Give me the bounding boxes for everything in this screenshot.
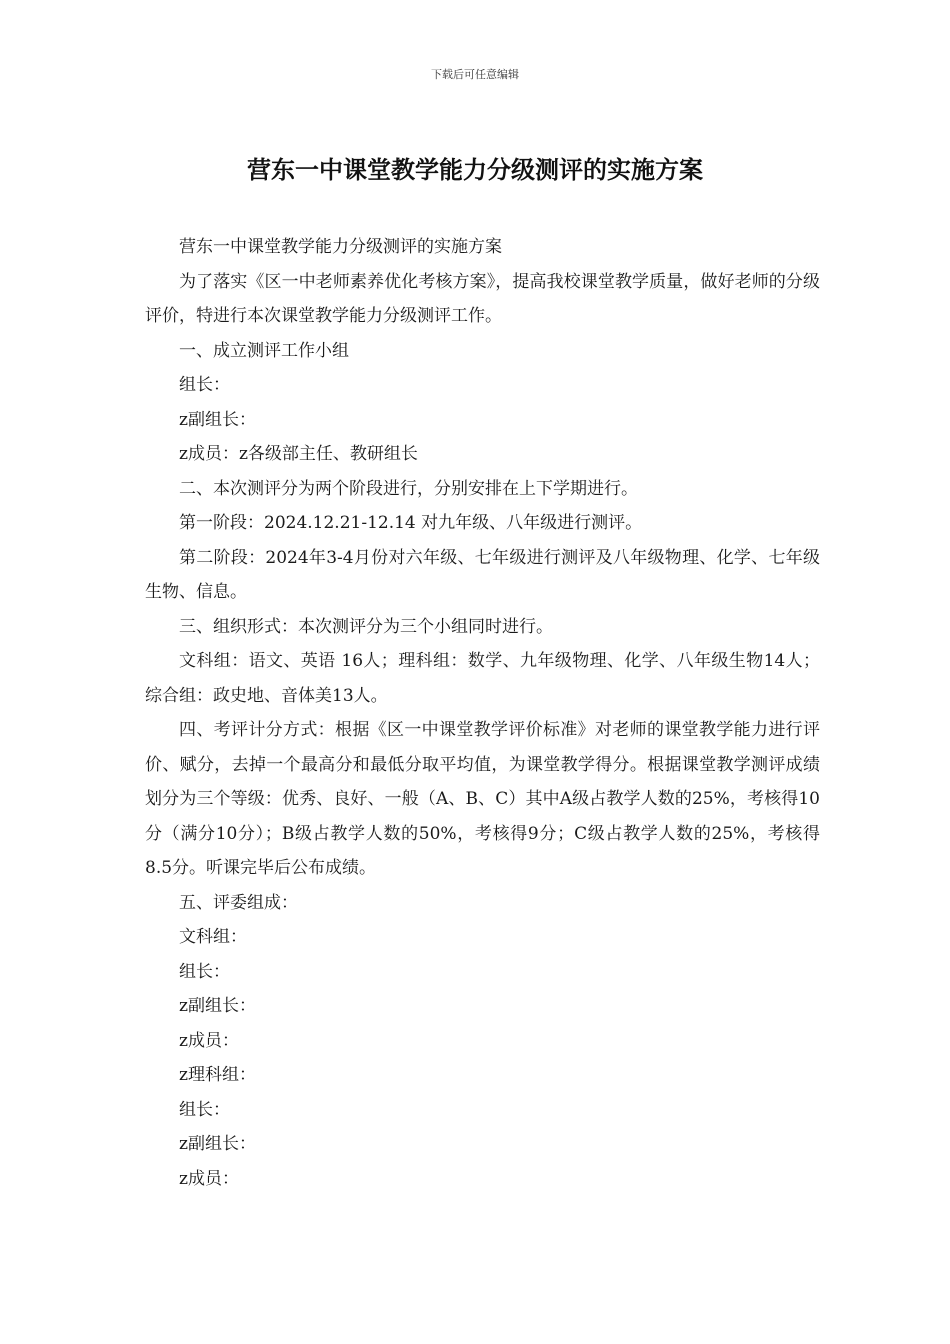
paragraph: z成员： [179,1030,239,1051]
document-body [145,230,820,1196]
section-heading: 五、评委组成： [179,892,298,913]
paragraph: 第二阶段：2024年3-4月份对六年级、七年级进行测评及八年级物理、化学、七年级生物、信息。 [145,547,820,602]
page-header-note: 下载后可任意编辑 [431,68,519,81]
document-title: 营东一中课堂教学能力分级测评的实施方案 [247,156,703,184]
paragraph: z副组长： [179,409,256,430]
paragraph: 组长： [179,1099,230,1120]
paragraph: 为了落实《区一中老师素养优化考核方案》，提高我校课堂教学质量，做好老师的分级评价，特进行本次课堂教学能力分级测评工作。 [145,271,820,326]
section-heading: 二、本次测评分为两个阶段进行，分别安排在上下学期进行。 [179,478,638,499]
section-heading: 一、成立测评工作小组 [179,340,349,361]
paragraph: 第一阶段：2024.12.21-12.14 对九年级、八年级进行测评。 [179,513,643,533]
paragraph: z成员： [179,1168,239,1189]
paragraph: 营东一中课堂教学能力分级测评的实施方案 [179,237,502,257]
paragraph: z理科组： [179,1065,256,1085]
section-heading: 四、考评计分方式：根据《区一中课堂教学评价标准》对老师的课堂教学能力进行评价、赋分，去掉一个最高分和最低分取平均值，为课堂教学得分。根据课堂教学测评成绩划分为三个等级：优秀、良好、一般（A、B、C）其中A级占教学人数的25%，考核得10分（满分10分）；B级占教学人数的50%，考核得9分；C级占教学人数的25%，考核得8.5分。听课完毕后公布成绩。 [145,720,820,878]
paragraph: 文科组： [179,927,247,947]
paragraph: z成员：z各级部主任、教研组长 [179,444,418,464]
section-heading: 三、组织形式：本次测评分为三个小组同时进行。 [179,616,553,637]
paragraph: 文科组：语文、英语 16人；理科组：数学、九年级物理、化学、八年级生物14人；综合组：政史地、音体美13人。 [145,651,820,706]
paragraph: 组长： [179,961,230,982]
paragraph: 组长： [179,375,230,395]
paragraph: z副组长： [179,996,256,1016]
paragraph: z副组长： [179,1134,256,1154]
